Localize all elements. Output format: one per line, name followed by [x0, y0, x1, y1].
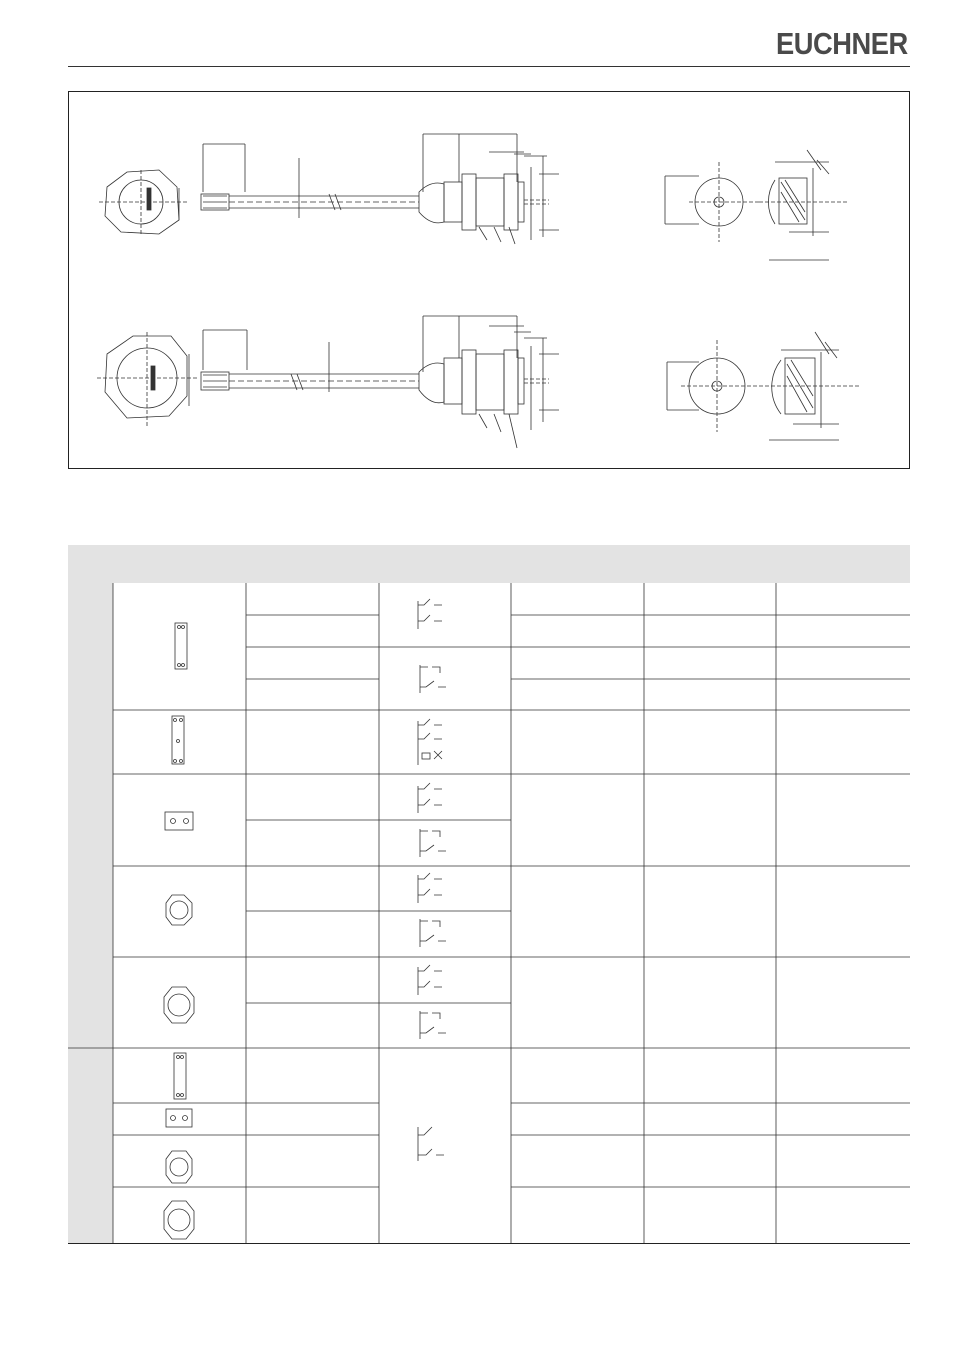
actuator-hex-2	[164, 987, 194, 1023]
contact-symbol-2nc-d	[418, 965, 442, 995]
technical-drawing-panel	[68, 91, 910, 469]
contact-symbol-nc-no-c	[420, 919, 446, 947]
actuator-rect-short-2	[166, 1109, 192, 1127]
upper-sensor-body	[419, 134, 559, 244]
table-header-band	[68, 545, 910, 583]
lower-hex-front-view	[97, 332, 197, 426]
actuator-rect-short	[165, 812, 193, 830]
lower-sensor-body	[419, 316, 559, 448]
dimension-drawings	[69, 92, 909, 468]
product-table	[68, 583, 910, 1244]
contact-symbol-2nc-b	[418, 783, 442, 813]
table-bottom-rule	[68, 1243, 910, 1244]
actuator-hex-1	[166, 895, 192, 925]
upper-right-views	[665, 150, 849, 260]
contact-symbol-2nc-c	[418, 873, 442, 903]
lower-right-views	[667, 332, 859, 440]
actuator-hex-4	[164, 1201, 194, 1239]
upper-hex-front-view	[99, 170, 187, 236]
contact-symbol-nc-no	[420, 665, 446, 693]
actuator-rect-long	[175, 623, 187, 669]
actuator-rect-long-3	[174, 1053, 186, 1099]
contact-symbol-2nc-led	[418, 719, 442, 765]
contact-symbol-single	[418, 1127, 444, 1161]
contact-symbol-2nc	[418, 599, 442, 629]
contact-symbol-nc-no-b	[420, 829, 446, 857]
upper-cable	[179, 144, 419, 220]
brand-logo: EUCHNER	[776, 26, 908, 61]
header-rule	[68, 66, 910, 67]
lower-cable	[189, 330, 419, 406]
table-grid	[68, 583, 910, 1244]
actuator-rect-long-2	[172, 716, 184, 764]
contact-symbol-nc-no-d	[420, 1011, 446, 1039]
actuator-hex-3	[166, 1151, 192, 1183]
